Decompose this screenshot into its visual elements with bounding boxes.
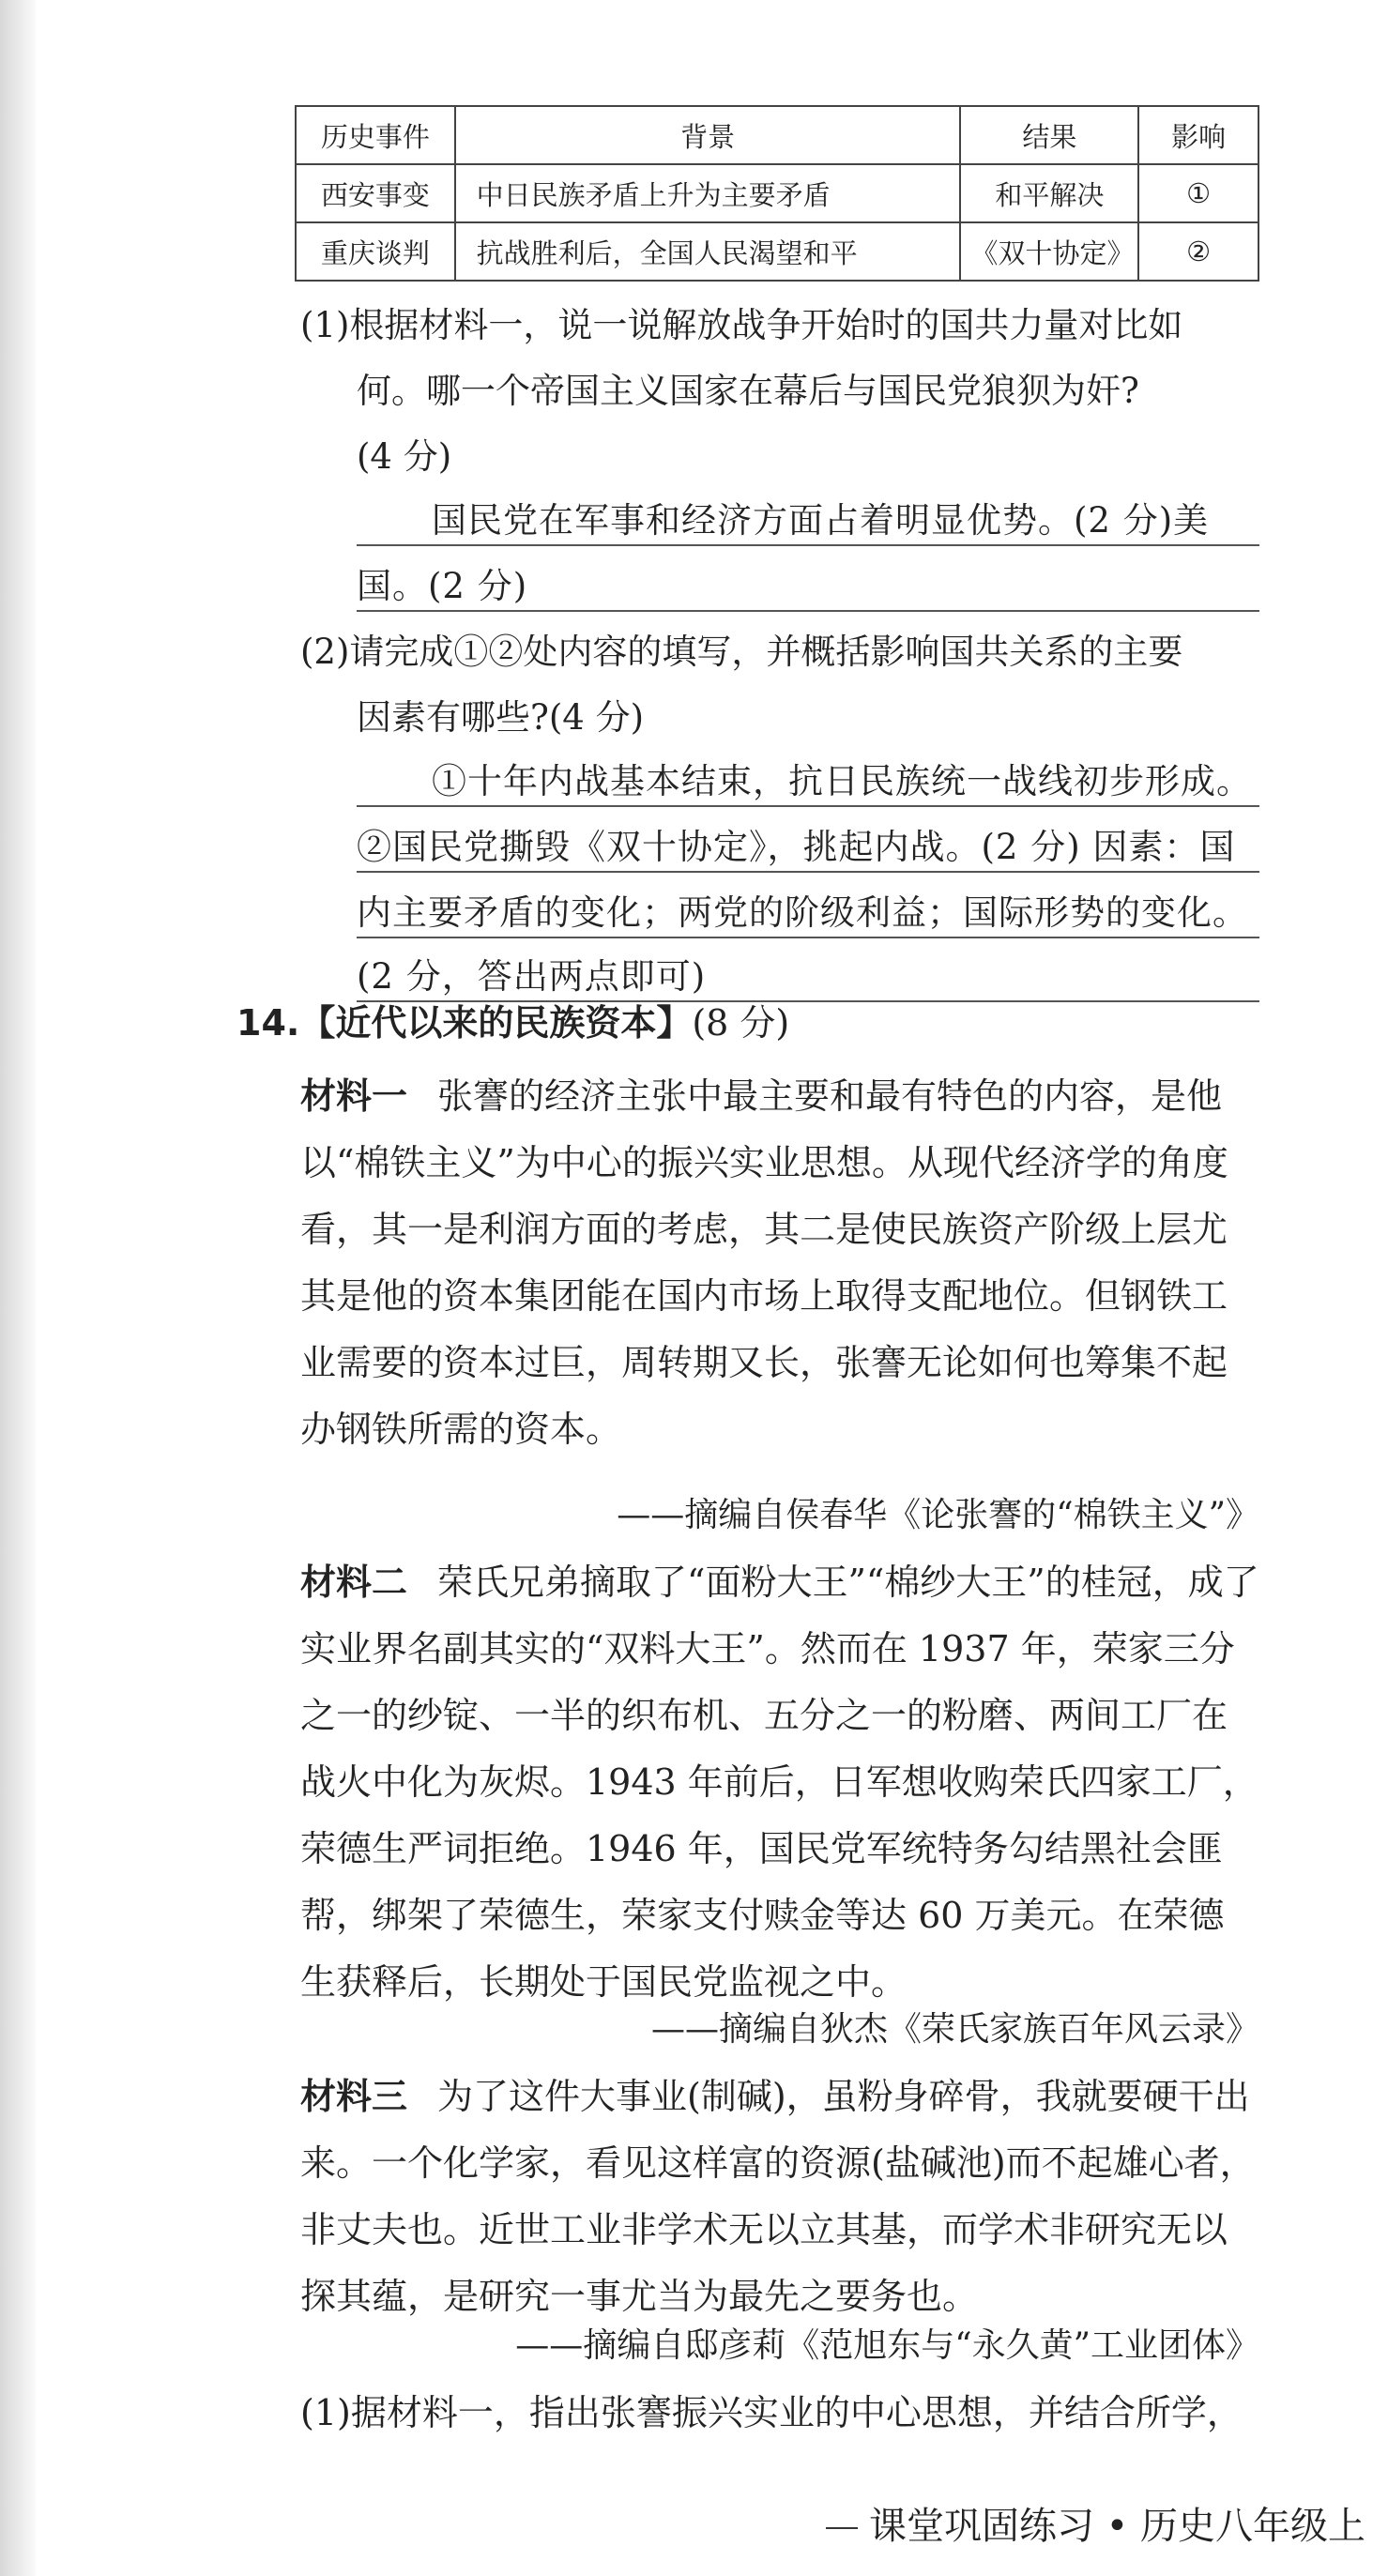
material-source: ——摘编自狄杰《荣氏家族百年风云录》 xyxy=(650,2010,1259,2049)
table-cell: 《双十协定》 xyxy=(960,222,1138,281)
material-text: 张謇的经济主张中最主要和最有特色的内容，是他以“棉铁主义”为中心的振兴实业思想。从现代经济学的角度看，其一是利润方面的考虑，其二是使民族资产阶级上层尤其是他的资本集团能在国内市场上取得支配地位。但钢铁工业需要的资本过巨，周转期又长，张謇无论如何也筹集不起办钢铁所需的资本。 xyxy=(300,1075,1228,1450)
material-source: ——摘编自侯春华《论张謇的“棉铁主义”》 xyxy=(617,1496,1259,1534)
material-label: 材料三 xyxy=(300,2076,408,2117)
question-text: (1)据材料一，指出张謇振兴实业的中心思想，并结合所学， xyxy=(300,2392,1243,2433)
table-header: 背景 xyxy=(455,106,961,164)
answer-line: 国民党在军事和经济方面占着明显优势。(2 分)美 xyxy=(357,497,1259,546)
material-label: 材料二 xyxy=(300,1562,408,1603)
answer-line: ②国民党撕毁《双十协定》，挑起内战。(2 分) 因素：国 xyxy=(357,824,1259,873)
question-number: 14. xyxy=(236,1002,300,1044)
question-score: (4 分) xyxy=(357,436,452,477)
table-header: 影响 xyxy=(1138,106,1258,164)
table-cell: 抗战胜利后，全国人民渴望和平 xyxy=(455,222,961,281)
table-header-row xyxy=(296,106,1258,164)
material-label: 材料一 xyxy=(300,1075,408,1117)
material-paragraph xyxy=(300,1063,1259,1463)
answer-line: ①十年内战基本结束，抗日民族统一战线初步形成。 xyxy=(357,758,1259,807)
material-paragraph xyxy=(300,1549,1259,2016)
table-cell: ② xyxy=(1138,222,1258,281)
table-header: 结果 xyxy=(960,106,1138,164)
material-paragraph xyxy=(300,2064,1259,2330)
footer-dash xyxy=(826,2527,858,2529)
question-score: (8 分) xyxy=(692,1002,790,1044)
table-header: 历史事件 xyxy=(296,106,455,164)
material-text: 为了这件大事业(制碱)，虽粉身碎骨，我就要硬干出来。一个化学家，看见这样富的资源(盐碱池)而不起雄心者，非丈夫也。近世工业非学术无以立其基，而学术非研究无以探其蕴，是研究一事尤当为最先之要务也。 xyxy=(300,2076,1256,2317)
page-footer xyxy=(826,2496,1365,2550)
answer-line: (2 分，答出两点即可) xyxy=(357,953,1259,1002)
history-events-table xyxy=(295,105,1259,282)
question-text: 因素有哪些?(4 分) xyxy=(357,697,645,738)
page-edge-shadow xyxy=(0,0,36,2576)
answer-line: 国。(2 分) xyxy=(357,563,1259,612)
table-cell: 和平解决 xyxy=(960,164,1138,222)
question-heading xyxy=(236,999,789,1046)
question-text: (1)根据材料一，说一说解放战争开始时的国共力量对比如 xyxy=(300,305,1183,345)
material-text: 荣氏兄弟摘取了“面粉大王”“棉纱大王”的桂冠，成了实业界名副其实的“双料大王”。然而在 1937 年，荣家三分之一的纱锭、一半的织布机、五分之一的粉磨、两间工厂在战火中化为灰烬。1943 年前后，日军想收购荣氏四家工厂，荣德生严词拒绝。1946 年，国民党军统特务勾结黑社会匪帮，绑架了荣德生，荣家支付赎金等达 60 万美元。在荣德生获释后，长期处于国民党监视之中。 xyxy=(300,1562,1259,2003)
footer-text: 课堂巩固练习 • 历史八年级上 xyxy=(868,2505,1365,2548)
table-row xyxy=(296,222,1258,281)
table-cell: 中日民族矛盾上升为主要矛盾 xyxy=(455,164,961,222)
table-cell: 西安事变 xyxy=(296,164,455,222)
question-text: 何。哪一个帝国主义国家在幕后与国民党狼狈为奸? xyxy=(357,371,1139,411)
material-source: ——摘编自邸彦莉《范旭东与“永久黄”工业团体》 xyxy=(515,2326,1259,2365)
question-text: (2)请完成①②处内容的填写，并概括影响国共关系的主要 xyxy=(300,632,1183,672)
table-cell: ① xyxy=(1138,164,1258,222)
answer-line: 内主要矛盾的变化；两党的阶级利益；国际形势的变化。 xyxy=(357,890,1259,938)
question-title: 【近代以来的民族资本】 xyxy=(299,1002,693,1044)
table-row xyxy=(296,164,1258,222)
table-cell: 重庆谈判 xyxy=(296,222,455,281)
